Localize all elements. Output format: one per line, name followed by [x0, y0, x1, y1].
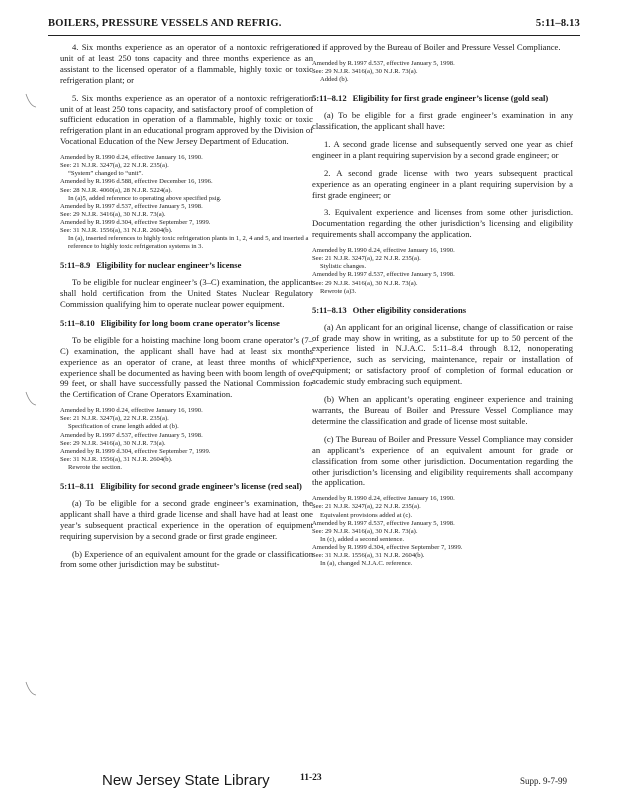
amendment-line: See: 29 N.J.R. 3416(a), 30 N.J.R. 73(a).: [60, 210, 166, 218]
amendment-line: Equivalent provisions added at (c).: [320, 511, 413, 519]
section-8-12-a: (a) To be eligible for a first grade engineer’s examination in any classification, the applicant shall have:: [312, 110, 573, 131]
amendment-line: “System” changed to “unit”.: [68, 170, 144, 178]
section-heading-8-9: 5:11–8.9 Eligibility for nuclear engineer’s license: [60, 260, 242, 271]
amendment-line: Amended by R.1997 d.537, effective January 5, 1998.: [312, 519, 455, 527]
amendment-line: In (a), inserted references to highly toxic refrigeration plants in 1, 2, 4 and 5, and inserted a reference to highly toxic refrigeration systems in 3.: [68, 235, 309, 251]
amendment-line: See: 21 N.J.R. 3247(a), 22 N.J.R. 235(a).: [60, 162, 169, 170]
amendment-line: See: 31 N.J.R. 1556(a), 31 N.J.R. 2604(b).: [312, 551, 425, 559]
amendment-line: See: 29 N.J.R. 3416(a), 30 N.J.R. 73(a).: [312, 68, 418, 75]
amendment-line: See: 29 N.J.R. 3416(a), 30 N.J.R. 73(a).: [60, 439, 166, 447]
margin-mark-icon: [24, 680, 38, 698]
amendment-history: [312, 60, 573, 84]
amendment-line: Specification of crane length added at (b).: [68, 423, 179, 431]
supplement-date: Supp. 9-7-99: [520, 776, 567, 786]
amendment-line: Amended by R.1997 d.537, effective January 5, 1998.: [312, 271, 455, 279]
section-heading-8-13: 5:11–8.13 Other eligibility considerations: [312, 304, 467, 315]
amendment-line: Amended by R.1997 d.537, effective January 5, 1998.: [60, 202, 203, 210]
amendment-line: In (a), changed N.J.A.C. reference.: [320, 560, 413, 568]
left-column: [60, 42, 313, 577]
section-8-9-text: To be eligible for nuclear engineer’s (3–C) examination, the applicant shall hold certification from the United States Nuclear Regulatory Commission qualifying him to operate nuclear power equipment.: [60, 277, 313, 309]
amendment-history: [312, 495, 573, 568]
header-section-range: 5:11–8.13: [535, 18, 580, 29]
amendment-line: See: 28 N.J.R. 4060(a), 28 N.J.R. 5224(a).: [60, 186, 173, 194]
amendment-line: Amended by R.1990 d.24, effective January 16, 1990.: [60, 154, 203, 162]
section-heading-8-10: 5:11–8.10 Eligibility for long boom crane operator’s license: [60, 317, 280, 328]
amendment-line: Amended by R.1999 d.304, effective September 7, 1999.: [312, 543, 463, 551]
amendment-line: See: 21 N.J.R. 3247(a), 22 N.J.R. 235(a).: [312, 255, 421, 263]
amendment-line: Stylistic changes.: [320, 263, 367, 271]
amendment-line: Rewrote (a)3.: [320, 287, 357, 295]
amendment-history: [60, 407, 313, 472]
section-8-13-b: (b) When an applicant’s operating engineer experience and training warrants, the Bureau of Boiler and Pressure Vessel Compliance may determine the classification and grade of license most suitable.: [312, 394, 573, 426]
margin-mark-icon: [24, 390, 38, 408]
page-number: 11-23: [300, 773, 322, 783]
amendment-line: See: 21 N.J.R. 3247(a), 22 N.J.R. 235(a).: [312, 503, 421, 511]
amendment-line: Added (b).: [320, 76, 349, 84]
right-column: [312, 42, 573, 577]
amendment-line: Amended by R.1990 d.24, effective January 16, 1990.: [312, 495, 455, 503]
amendment-line: Amended by R.1990 d.24, effective January 16, 1990.: [60, 407, 203, 415]
section-8-10-text: To be eligible for a hoisting machine long boom crane operator’s (7–C) examination, the applicant shall have had at least six months experience as an operator of crane, at least three months of which experience shall be documented as having been with boom length of over 99 feet, or shall have successfully passed the National Commission for the Certification of Crane Operators Examination.: [60, 334, 313, 400]
amendment-line: See: 29 N.J.R. 3416(a), 30 N.J.R. 73(a).: [312, 527, 418, 535]
library-stamp: New Jersey State Library: [102, 772, 270, 789]
amendment-line: Amended by R.1990 d.24, effective January 16, 1990.: [312, 247, 455, 255]
amendment-line: See: 31 N.J.R. 1556(a), 31 N.J.R. 2604(b).: [60, 227, 173, 234]
running-header: [48, 18, 580, 34]
amendment-line: In (c), added a second sentence.: [320, 535, 405, 543]
margin-mark-icon: [24, 92, 38, 110]
amendment-line: In (a)5, added reference to operating above specified psig.: [68, 194, 222, 202]
header-rule: [48, 35, 580, 36]
amendment-line: Rewrote the section.: [68, 463, 123, 471]
paragraph-a4: 4. Six months experience as an operator of a nontoxic refrigeration unit of at least 250 tons capacity and three months experience as an assistant to the licensed operator of a flammable, highly toxic or toxic refrigeration plant; or: [60, 42, 313, 85]
section-heading-8-12: 5:11–8.12 Eligibility for first grade engineer’s license (gold seal): [312, 93, 549, 104]
section-8-11-b-cont: ed if approved by the Bureau of Boiler and Pressure Vessel Compliance.: [312, 42, 561, 52]
page-footer: [0, 772, 618, 794]
header-title: BOILERS, PRESSURE VESSELS AND REFRIG.: [48, 18, 282, 29]
section-8-13-c: (c) The Bureau of Boiler and Pressure Vessel Compliance may consider an applicant’s experience of an equivalent amount for grade or classification from some other jurisdiction. Documentation regarding the other jurisdiction’s licensing and eligibility requirements shall accompany the application.: [312, 433, 573, 488]
amendment-line: Amended by R.1996 d.588, effective December 16, 1996.: [60, 178, 213, 186]
amendment-line: Amended by R.1997 d.537, effective January 5, 1998.: [312, 59, 455, 67]
section-8-12-a3: 3. Equivalent experience and licenses from some other jurisdiction. Documentation regarding the other jurisdiction’s licensing and eligibility requirements shall accompany the application.: [312, 207, 573, 240]
amendment-history: [312, 247, 573, 296]
section-8-12-a2: 2. A second grade license with two years subsequent practical experience as an operating engineer in a plant requiring supervision by a first grade engineer; or: [312, 167, 573, 200]
section-8-11-b: (b) Experience of an equivalent amount for the grade or classification from some other jurisdiction may be substitut-: [60, 548, 313, 570]
amendment-line: See: 21 N.J.R. 3247(a), 22 N.J.R. 235(a).: [60, 415, 169, 423]
amendment-line: See: 29 N.J.R. 3416(a), 30 N.J.R. 73(a).: [312, 279, 418, 287]
amendment-line: Amended by R.1999 d.304, effective September 7, 1999.: [60, 218, 211, 226]
amendment-line: Amended by R.1999 d.304, effective September 7, 1999.: [60, 447, 211, 455]
amendment-history: [60, 154, 313, 251]
amendment-line: Amended by R.1997 d.537, effective January 5, 1998.: [60, 431, 203, 439]
section-heading-8-11: 5:11–8.11 Eligibility for second grade engineer’s license (red seal): [60, 481, 302, 491]
section-8-11-a: (a) To be eligible for a second grade engineer’s examination, the applicant shall have a third grade license and shall have had at least one year’s subsequent practical experience in the operation of equipment requiring supervision by a second grade or first grade engineer.: [60, 497, 313, 541]
section-8-12-a1: 1. A second grade license and subsequently served one year as chief engineer in a plant requiring supervision by a second grade engineer; or: [312, 138, 573, 160]
amendment-line: See: 31 N.J.R. 1556(a), 31 N.J.R. 2604(b).: [60, 455, 173, 463]
paragraph-a5: 5. Six months experience as an operator of a nontoxic refrigeration unit of at least 250 tons capacity, and satisfactory proof of completion of sufficient education in operation of a flammable, highly toxic or toxic refrigeration plant in an educational program approved by the Division of Vocational Education of the New Jersey Department of Education.: [60, 92, 313, 147]
section-8-13-a: (a) An applicant for an original license, change of classification or raise of grade may show in writing, as a substitute for up to 50 percent of the experience listed in N.J.A.C. 5:11–8.4 through 8.12, nonoperating experience, such as servicing, maintenance, repair or installation of equipment; or satisfactory proof of completion of formal education or academic study embracing such equipment.: [312, 321, 573, 387]
